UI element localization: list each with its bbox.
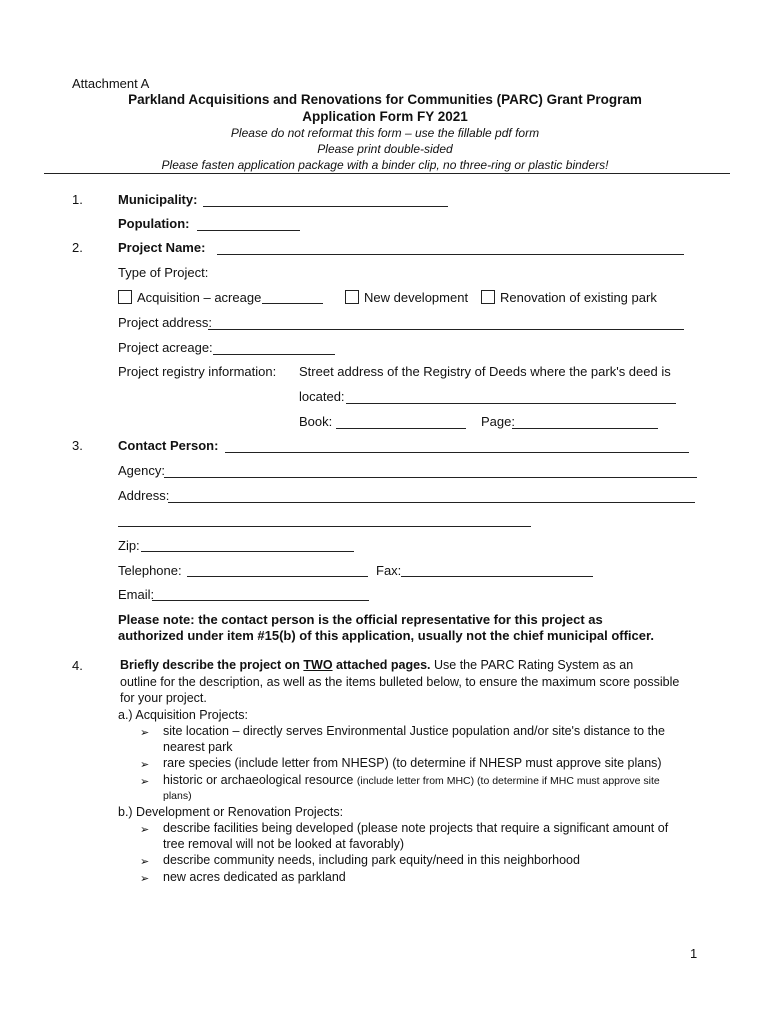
lead-bold-1: Briefly describe the project on bbox=[120, 658, 304, 672]
municipality-field[interactable] bbox=[203, 206, 448, 207]
located-label: located: bbox=[299, 389, 345, 404]
telephone-field[interactable] bbox=[187, 576, 368, 577]
project-address-label: Project address: bbox=[118, 315, 212, 330]
project-name-field[interactable] bbox=[217, 254, 684, 255]
contact-note-line1: Please note: the contact person is the official representative for this project as bbox=[118, 612, 603, 627]
instruction-binder-clip: Please fasten application package with a binder clip, no three-ring or plastic binders! bbox=[161, 158, 609, 172]
book-field[interactable] bbox=[336, 428, 466, 429]
development-projects-label: b.) Development or Renovation Projects: bbox=[118, 805, 344, 819]
project-address-field[interactable] bbox=[208, 329, 684, 330]
book-label: Book: bbox=[299, 414, 333, 429]
agency-label: Agency: bbox=[118, 463, 165, 478]
contact-person-label: Contact Person: bbox=[118, 438, 219, 453]
renovation-checkbox[interactable] bbox=[481, 290, 495, 304]
address-field-line1[interactable] bbox=[168, 502, 695, 503]
acq-item-historic-note: (include letter from MHC) (to determine if MHC must approve site bbox=[356, 775, 660, 787]
acq-item-site-location: site location – directly serves Environmental Justice population and/or site's distance to the bbox=[163, 724, 665, 738]
zip-field[interactable] bbox=[141, 551, 354, 552]
header-divider bbox=[44, 173, 730, 174]
zip-label: Zip: bbox=[118, 538, 140, 553]
lead-rest: Use the PARC Rating System as an bbox=[430, 658, 634, 672]
municipality-label: Municipality: bbox=[118, 192, 198, 207]
instruction-no-reformat: Please do not reformat this form – use the fillable pdf form bbox=[230, 126, 540, 140]
acq-item-rare-species: rare species (include letter from NHESP) (to determine if NHESP must approve site plans) bbox=[163, 756, 662, 770]
dev-item-facilities: describe facilities being developed (please note projects that require a significant amount of bbox=[163, 821, 669, 835]
renovation-label: Renovation of existing park bbox=[500, 290, 657, 305]
acquisition-projects-label: a.) Acquisition Projects: bbox=[118, 708, 248, 722]
bullet-arrow-icon: ➢ bbox=[140, 776, 150, 788]
address-field-line2[interactable] bbox=[118, 526, 531, 527]
address-label: Address: bbox=[118, 488, 170, 503]
registry-info-label: Project registry information: bbox=[118, 364, 277, 379]
form-subtitle: Application Form FY 2021 bbox=[302, 109, 468, 124]
project-acreage-label: Project acreage: bbox=[118, 340, 213, 355]
bullet-arrow-icon: ➢ bbox=[140, 759, 150, 771]
bullet-arrow-icon: ➢ bbox=[140, 856, 150, 868]
page-label: Page: bbox=[481, 414, 515, 429]
new-development-checkbox[interactable] bbox=[345, 290, 359, 304]
section-4-number: 4. bbox=[72, 658, 83, 673]
new-development-option bbox=[345, 290, 468, 305]
section-2-number: 2. bbox=[72, 240, 83, 255]
agency-field[interactable] bbox=[164, 477, 697, 478]
registry-description: Street address of the Registry of Deeds where the park's deed is bbox=[299, 364, 671, 379]
project-acreage-field[interactable] bbox=[213, 354, 335, 355]
new-development-label: New development bbox=[364, 290, 469, 305]
bullet-arrow-icon: ➢ bbox=[140, 873, 150, 885]
registry-located-field[interactable] bbox=[346, 403, 676, 404]
fax-field[interactable] bbox=[401, 576, 593, 577]
instruction-double-sided: Please print double-sided bbox=[317, 142, 453, 156]
page-field[interactable] bbox=[512, 428, 658, 429]
describe-project-lead bbox=[120, 658, 633, 672]
email-field[interactable] bbox=[152, 600, 369, 601]
section-1-number: 1. bbox=[72, 192, 83, 207]
dev-item-community-needs: describe community needs, including park equity/need in this neighborhood bbox=[163, 853, 580, 867]
email-label: Email: bbox=[118, 587, 155, 602]
section-3-number: 3. bbox=[72, 438, 83, 453]
bullet-arrow-icon: ➢ bbox=[140, 824, 150, 836]
lead-two: TWO bbox=[303, 658, 333, 672]
describe-project-line2: outline for the description, as well as the items bulleted below, to ensure the maximum score possible bbox=[120, 675, 680, 689]
fax-label: Fax: bbox=[376, 563, 402, 578]
telephone-label: Telephone: bbox=[118, 563, 182, 578]
acreage-field[interactable] bbox=[262, 303, 323, 304]
acquisition-checkbox[interactable] bbox=[118, 290, 132, 304]
lead-bold-2: attached pages. bbox=[332, 658, 431, 672]
type-of-project-label: Type of Project: bbox=[118, 265, 209, 280]
project-name-label: Project Name: bbox=[118, 240, 206, 255]
population-field[interactable] bbox=[197, 230, 300, 231]
acquisition-label: Acquisition – acreage bbox=[137, 290, 262, 305]
dev-item-new-acres: new acres dedicated as parkland bbox=[163, 870, 346, 884]
contact-person-field[interactable] bbox=[225, 452, 689, 453]
renovation-option bbox=[481, 290, 657, 305]
dev-item-facilities-cont: tree removal will not be looked at favorably) bbox=[163, 837, 405, 851]
describe-project-line3: for your project. bbox=[120, 691, 207, 705]
acq-item-site-location-cont: nearest park bbox=[163, 740, 233, 754]
acquisition-option bbox=[118, 290, 261, 305]
attachment-label: Attachment A bbox=[72, 76, 150, 91]
population-label: Population: bbox=[118, 216, 190, 231]
acq-item-historic-text: historic or archaeological resource bbox=[163, 773, 354, 787]
page-number: 1 bbox=[690, 946, 698, 961]
contact-note-line2: authorized under item #15(b) of this application, usually not the chief municipal officer. bbox=[118, 628, 654, 643]
bullet-arrow-icon: ➢ bbox=[140, 727, 150, 739]
acq-item-historic-note-cont: plans) bbox=[163, 790, 192, 802]
acq-item-historic bbox=[163, 773, 660, 787]
form-title: Parkland Acquisitions and Renovations for Communities (PARC) Grant Program bbox=[128, 92, 642, 107]
